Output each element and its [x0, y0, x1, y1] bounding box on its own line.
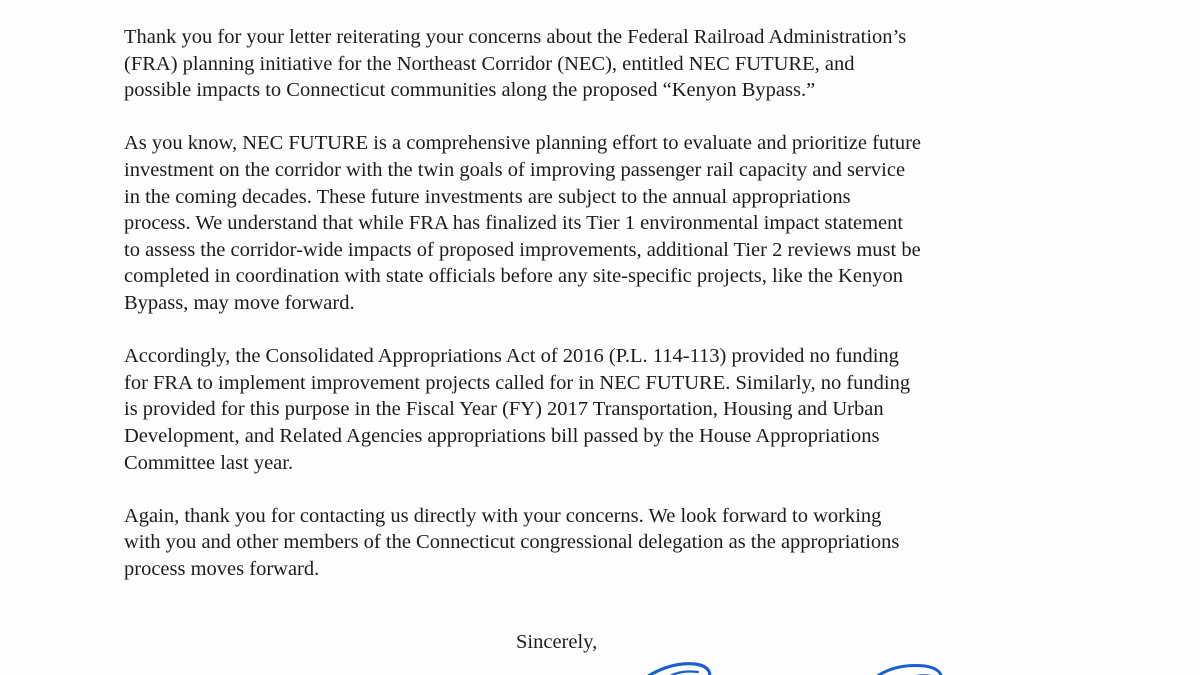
paragraph-thanks: [124, 503, 1084, 583]
text-line: Thank you for your letter reiterating your concerns about the Federal Railroad Administration’s: [124, 26, 907, 48]
text-line: process moves forward.: [124, 557, 320, 580]
text-line: process. We understand that while FRA has finalized its Tier 1 environmental impact statement: [124, 212, 904, 235]
text-line: investment on the corridor with the twin goals of improving passenger rail capacity and service: [124, 158, 906, 181]
text-line: Bypass, may move forward.: [124, 291, 355, 314]
text-line: Development, and Related Agencies appropriations bill passed by the House Appropriations: [124, 424, 880, 447]
text-line: possible impacts to Connecticut communities along the proposed “Kenyon Bypass.”: [124, 79, 816, 102]
paragraph-nec-future: [124, 130, 1084, 316]
text-line: (FRA) planning initiative for the Northeast Corridor (NEC), entitled NEC FUTURE, and: [124, 52, 855, 75]
handwritten-signature-icon: [600, 652, 980, 675]
text-line: Accordingly, the Consolidated Appropriations Act of 2016 (P.L. 114-113) provided no funding: [124, 345, 899, 368]
text-line: in the coming decades. These future investments are subject to the annual appropriations: [124, 185, 851, 208]
text-line: Committee last year.: [124, 451, 294, 474]
paragraph-intro: [124, 24, 1084, 104]
paragraph-appropriations: [124, 343, 1084, 476]
letter-body: [124, 24, 1084, 609]
text-line: completed in coordination with state officials before any site-specific projects, like the Kenyon: [124, 265, 903, 288]
closing-salutation: Sincerely,: [516, 631, 598, 653]
text-line: is provided for this purpose in the Fiscal Year (FY) 2017 Transportation, Housing and Urban: [124, 398, 884, 421]
text-line: Again, thank you for contacting us directly with your concerns. We look forward to working: [124, 504, 882, 527]
text-line: to assess the corridor-wide impacts of proposed improvements, additional Tier 2 reviews must be: [124, 238, 921, 261]
text-line: As you know, NEC FUTURE is a comprehensive planning effort to evaluate and prioritize future: [124, 132, 922, 155]
text-line: for FRA to implement improvement projects called for in NEC FUTURE. Similarly, no funding: [124, 371, 911, 394]
text-line: with you and other members of the Connecticut congressional delegation as the appropriations: [124, 531, 900, 554]
